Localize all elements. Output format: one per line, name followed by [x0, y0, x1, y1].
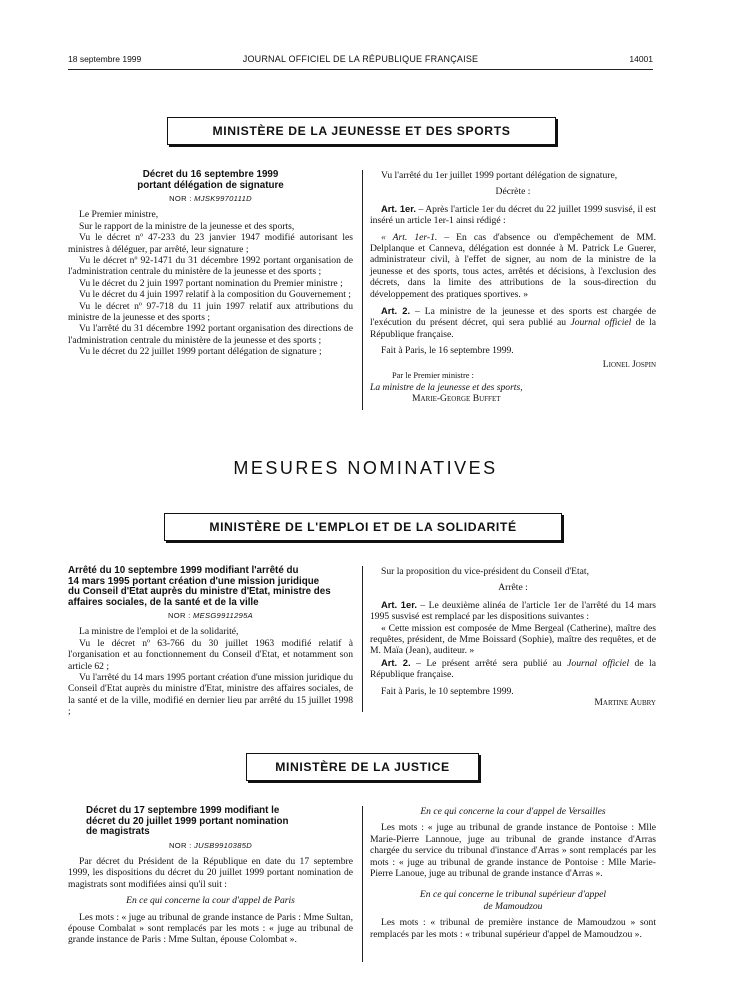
ministry-box-justice [246, 753, 479, 781]
section1-right-column [370, 170, 656, 404]
ministry-title: MINISTÈRE DE L'EMPLOI ET DE LA SOLIDARITÉ [209, 520, 517, 534]
paragraph: Vu le décret nº 47-233 du 23 janvier 1947 modifié autorisant les ministres à déléguer, par arrêté, leur signature ; [68, 232, 353, 255]
arrete-heading: Arrête : [498, 582, 528, 594]
mesures-nominatives-title: MESURES NOMINATIVES [233, 458, 498, 478]
section3-left-column [68, 806, 353, 946]
decree-title: Décret du 17 septembre 1999 modifiant le décret du 20 juillet 1999 portant nomination de magistrats [86, 805, 289, 837]
nor-reference: NOR : MESG9911295A [167, 611, 254, 620]
section2-left-column [68, 566, 353, 718]
paragraph: Vu le décret du 4 juin 1997 relatif à la composition du Gouvernement ; [79, 289, 351, 301]
nor-reference: NOR : JUSB9910385D [168, 840, 253, 850]
section1-left-column [68, 170, 353, 358]
nor-reference: NOR : MJSK9970111D [169, 194, 252, 203]
paragraph: Les mots : « tribunal de première instance de Mamoudzou » sont remplacés par les mots : « tribunal supérieur d'appel de Mamoudzou ». [370, 917, 656, 940]
article-2: Art. 2. – La ministre de la jeunesse et des sports est chargée de l'exécution du présent décret, qui sera publié au Journal officiel de la République française. [370, 305, 656, 340]
paragraph: Sur le rapport de la ministre de la jeunesse et des sports, [79, 220, 295, 232]
section2-right-column [370, 566, 656, 708]
paragraph: Les mots : « juge au tribunal de grande instance de Paris : Mme Sultan, épouse Combalat » sont remplacés par les mots : « juge au tribunal de grande instance de Paris : Mme Sultan, épouse Colombat ». [68, 911, 353, 946]
paragraph: Vu le décret du 2 juin 1997 portant nomination du Premier ministre ; [79, 277, 343, 289]
ministry-title: MINISTÈRE DE LA JUSTICE [275, 760, 450, 774]
article-1: Art. 1er. – Le deuxième alinéa de l'article 1er de l'arrêté du 14 mars 1995 susvisé est remplacé par les dispositions suivantes : [370, 598, 656, 623]
section3-right-column [370, 806, 656, 940]
running-header [68, 54, 653, 68]
tribunal-mamoudzou-heading-2: de Mamoudzou [483, 900, 543, 912]
paragraph: Les mots : « juge au tribunal de grande instance de Pontoise : Mlle Marie-Pierre Lannoue, juge au tribunal de grande instance d'Arras chargée du service du tribunal d'instance d'Arras » sont remplacés par les mots : « juge au tribunal de grande instance de Pontoise : Mlle Marie-Pierre Lanoue, juge au tribunal de grande instance d'Arras ». [370, 822, 656, 880]
signatory: Martine Aubry [594, 697, 656, 709]
minister-role: La ministre de la jeunesse et des sports, [370, 381, 523, 393]
column-divider [362, 566, 363, 712]
paragraph: Sur la proposition du vice-président du Conseil d'Etat, [381, 566, 589, 577]
cour-appel-versailles-heading: En ce qui concerne la cour d'appel de Versailles [420, 806, 606, 817]
fait-a-paris: Fait à Paris, le 10 septembre 1999. [381, 685, 514, 697]
par-le-premier-ministre: Par le Premier ministre : [392, 371, 474, 381]
header-journal-title: JOURNAL OFFICIEL DE LA RÉPUBLIQUE FRANÇAISE [242, 54, 479, 64]
ministry-box-emploi-solidarite [164, 513, 562, 541]
article-1-quote: « Cette mission est composée de Mme Bergeal (Catherine), maître des requêtes, président, de Mme Boissard (Sophie), maître des requêtes, et de M. Maïa (Jean), auditeur. » [370, 622, 656, 657]
column-divider [362, 170, 363, 410]
paragraph: La ministre de l'emploi et de la solidarité, [79, 626, 239, 638]
paragraph: Vu l'arrêté du 1er juillet 1999 portant délégation de signature, [381, 170, 618, 181]
tribunal-mamoudzou-heading: En ce qui concerne le tribunal supérieur d'appel [419, 889, 607, 901]
decree-title: Décret du 16 septembre 1999 portant délégation de signature [137, 169, 284, 191]
paragraph: Par décret du Président de la République en date du 17 septembre 1999, les dispositions du décret du 20 juillet 1999 portant nomination de magistrats sont modifiées ainsi qu'il suit : [68, 855, 353, 890]
arrete-title: Arrêté du 10 septembre 1999 modifiant l'arrêté du 14 mars 1995 portant création d'une mission juridique du Conseil d'Etat auprès du ministre d'Etat, ministre des affaires sociales, de la santé et de la ville [68, 565, 331, 608]
paragraph: Vu l'arrêté du 31 décembre 1992 portant organisation des directions de l'administration centrale du ministère de la jeunesse et des sports ; [68, 323, 353, 346]
paragraph: Vu le décret nº 63-766 du 30 juillet 1963 modifié relatif à l'organisation et au fonctionnement du Conseil d'Etat, et notamment son article 62 ; [68, 637, 353, 672]
minister-name: Marie-George Buffet [412, 392, 501, 404]
fait-a-paris: Fait à Paris, le 16 septembre 1999. [381, 345, 514, 357]
column-divider [362, 806, 363, 962]
header-page-number: 14001 [629, 54, 653, 64]
paragraph: Vu le décret nº 92-1471 du 31 décembre 1992 portant organisation de l'administration centrale du ministère de la jeunesse et des sports ; [68, 255, 353, 278]
article-1: Art. 1er. – Après l'article 1er du décret du 22 juillet 1999 susvisé, il est inséré un article 1er-1 ainsi rédigé : [370, 202, 656, 227]
article-2: Art. 2. – Le présent arrêté sera publié au Journal officiel de la République française. [370, 656, 656, 681]
paragraph: Vu le décret nº 97-718 du 11 juin 1997 relatif aux attributions du ministre de la jeunesse et des sports ; [68, 300, 353, 324]
cour-appel-paris-heading: En ce qui concerne la cour d'appel de Paris [126, 895, 295, 907]
header-date: 18 septembre 1999 [68, 54, 142, 64]
paragraph: Le Premier ministre, [79, 209, 159, 221]
decrete-heading: Décrète : [495, 186, 531, 198]
ministry-title: MINISTÈRE DE LA JEUNESSE ET DES SPORTS [212, 124, 511, 138]
header-rule [68, 69, 653, 70]
ministry-box-jeunesse-sports [167, 117, 556, 145]
paragraph: Vu l'arrêté du 14 mars 1995 portant création d'une mission juridique du Conseil d'Etat auprès du ministre d'Etat, ministre des affaires sociales, de la santé et de la ville, modifié en dernier lieu par arrêté du 15 juillet 1998 ; [68, 672, 353, 718]
article-1-quote: « Art. 1er-1. – En cas d'absence ou d'empêchement de MM. Delplanque et Canneva, délégation est donnée à M. Patrick Le Guerer, administrateur civil, à l'effet de signer, au nom de la ministre de la jeunesse et des sports, tous actes, arrêtés et décisions, à l'exclusion des décrets, dans la limite des attributions de la sous-direction du développement des pratiques sportives. » [370, 231, 656, 300]
signatory: Lionel Jospin [602, 358, 656, 370]
paragraph: Vu le décret du 22 juillet 1999 portant délégation de signature ; [79, 346, 322, 358]
